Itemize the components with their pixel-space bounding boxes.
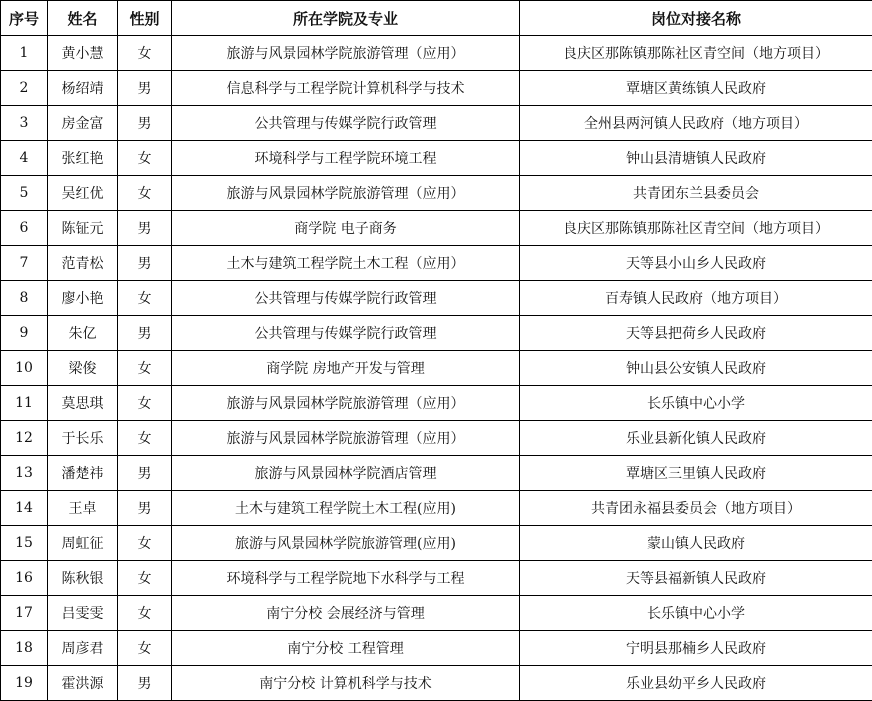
cell-index: 4	[1, 141, 48, 176]
table-row	[1, 246, 872, 281]
cell-gender: 女	[118, 176, 172, 211]
table-row	[1, 106, 872, 141]
cell-gender: 女	[118, 631, 172, 666]
cell-gender: 女	[118, 351, 172, 386]
header-position: 岗位对接名称	[520, 1, 872, 36]
cell-name: 吕雯雯	[48, 596, 118, 631]
cell-college-major: 公共管理与传媒学院行政管理	[172, 316, 520, 351]
cell-index: 13	[1, 456, 48, 491]
table-row	[1, 176, 872, 211]
cell-college-major: 旅游与风景园林学院旅游管理（应用）	[172, 176, 520, 211]
header-row	[1, 1, 872, 36]
cell-gender: 女	[118, 281, 172, 316]
cell-index: 3	[1, 106, 48, 141]
cell-name: 潘楚祎	[48, 456, 118, 491]
cell-gender: 女	[118, 386, 172, 421]
header-gender: 性别	[118, 1, 172, 36]
cell-gender: 女	[118, 596, 172, 631]
cell-position: 良庆区那陈镇那陈社区青空间（地方项目）	[520, 211, 872, 246]
table-row	[1, 491, 872, 526]
cell-index: 8	[1, 281, 48, 316]
cell-gender: 女	[118, 36, 172, 71]
cell-index: 19	[1, 666, 48, 701]
cell-position: 天等县福新镇人民政府	[520, 561, 872, 596]
table-row	[1, 281, 872, 316]
cell-gender: 女	[118, 526, 172, 561]
cell-position: 全州县两河镇人民政府（地方项目）	[520, 106, 872, 141]
cell-position: 钟山县清塘镇人民政府	[520, 141, 872, 176]
cell-name: 黄小慧	[48, 36, 118, 71]
table-row	[1, 386, 872, 421]
cell-gender: 男	[118, 491, 172, 526]
table-row	[1, 141, 872, 176]
cell-name: 房金富	[48, 106, 118, 141]
cell-position: 覃塘区三里镇人民政府	[520, 456, 872, 491]
cell-college-major: 旅游与风景园林学院酒店管理	[172, 456, 520, 491]
cell-gender: 男	[118, 71, 172, 106]
table-row	[1, 211, 872, 246]
table-row	[1, 351, 872, 386]
cell-name: 莫思琪	[48, 386, 118, 421]
cell-index: 12	[1, 421, 48, 456]
table-row	[1, 596, 872, 631]
cell-college-major: 旅游与风景园林学院旅游管理（应用）	[172, 421, 520, 456]
cell-gender: 男	[118, 106, 172, 141]
header-name: 姓名	[48, 1, 118, 36]
cell-index: 5	[1, 176, 48, 211]
cell-position: 长乐镇中心小学	[520, 386, 872, 421]
cell-college-major: 环境科学与工程学院地下水科学与工程	[172, 561, 520, 596]
cell-college-major: 旅游与风景园林学院旅游管理（应用）	[172, 386, 520, 421]
cell-name: 梁俊	[48, 351, 118, 386]
cell-college-major: 公共管理与传媒学院行政管理	[172, 281, 520, 316]
cell-gender: 男	[118, 316, 172, 351]
cell-college-major: 商学院 电子商务	[172, 211, 520, 246]
table-row	[1, 526, 872, 561]
cell-college-major: 旅游与风景园林学院旅游管理（应用）	[172, 36, 520, 71]
cell-gender: 女	[118, 421, 172, 456]
cell-gender: 男	[118, 211, 172, 246]
table-body	[1, 36, 872, 701]
cell-index: 2	[1, 71, 48, 106]
cell-position: 天等县把荷乡人民政府	[520, 316, 872, 351]
cell-position: 钟山县公安镇人民政府	[520, 351, 872, 386]
cell-gender: 男	[118, 246, 172, 281]
cell-gender: 女	[118, 561, 172, 596]
cell-name: 陈秋银	[48, 561, 118, 596]
cell-index: 15	[1, 526, 48, 561]
table-row	[1, 456, 872, 491]
header-index: 序号	[1, 1, 48, 36]
cell-college-major: 信息科学与工程学院计算机科学与技术	[172, 71, 520, 106]
table-row	[1, 71, 872, 106]
table-row	[1, 36, 872, 71]
table-row	[1, 666, 872, 701]
cell-index: 11	[1, 386, 48, 421]
cell-index: 7	[1, 246, 48, 281]
cell-gender: 女	[118, 141, 172, 176]
cell-position: 百寿镇人民政府（地方项目）	[520, 281, 872, 316]
cell-name: 王卓	[48, 491, 118, 526]
cell-index: 9	[1, 316, 48, 351]
table-row	[1, 631, 872, 666]
cell-college-major: 环境科学与工程学院环境工程	[172, 141, 520, 176]
cell-position: 天等县小山乡人民政府	[520, 246, 872, 281]
cell-name: 周虹征	[48, 526, 118, 561]
cell-index: 17	[1, 596, 48, 631]
cell-college-major: 南宁分校 计算机科学与技术	[172, 666, 520, 701]
cell-position: 乐业县幼平乡人民政府	[520, 666, 872, 701]
cell-name: 廖小艳	[48, 281, 118, 316]
cell-college-major: 土木与建筑工程学院土木工程(应用)	[172, 491, 520, 526]
cell-position: 覃塘区黄练镇人民政府	[520, 71, 872, 106]
cell-position: 共青团东兰县委员会	[520, 176, 872, 211]
cell-index: 14	[1, 491, 48, 526]
cell-college-major: 南宁分校 会展经济与管理	[172, 596, 520, 631]
cell-position: 共青团永福县委员会（地方项目）	[520, 491, 872, 526]
cell-college-major: 南宁分校 工程管理	[172, 631, 520, 666]
cell-index: 1	[1, 36, 48, 71]
cell-college-major: 土木与建筑工程学院土木工程（应用）	[172, 246, 520, 281]
cell-index: 10	[1, 351, 48, 386]
cell-name: 范青松	[48, 246, 118, 281]
cell-college-major: 公共管理与传媒学院行政管理	[172, 106, 520, 141]
cell-index: 16	[1, 561, 48, 596]
cell-gender: 男	[118, 666, 172, 701]
table-row	[1, 316, 872, 351]
cell-name: 朱亿	[48, 316, 118, 351]
cell-position: 蒙山镇人民政府	[520, 526, 872, 561]
cell-college-major: 旅游与风景园林学院旅游管理(应用)	[172, 526, 520, 561]
cell-position: 良庆区那陈镇那陈社区青空间（地方项目）	[520, 36, 872, 71]
cell-name: 杨绍靖	[48, 71, 118, 106]
cell-name: 周彦君	[48, 631, 118, 666]
cell-college-major: 商学院 房地产开发与管理	[172, 351, 520, 386]
cell-position: 宁明县那楠乡人民政府	[520, 631, 872, 666]
cell-name: 张红艳	[48, 141, 118, 176]
cell-index: 18	[1, 631, 48, 666]
table-row	[1, 421, 872, 456]
cell-index: 6	[1, 211, 48, 246]
cell-gender: 男	[118, 456, 172, 491]
cell-position: 长乐镇中心小学	[520, 596, 872, 631]
header-college-major: 所在学院及专业	[172, 1, 520, 36]
cell-name: 陈钲元	[48, 211, 118, 246]
cell-name: 于长乐	[48, 421, 118, 456]
cell-name: 霍洪源	[48, 666, 118, 701]
table-row	[1, 561, 872, 596]
cell-name: 吴红优	[48, 176, 118, 211]
cell-position: 乐业县新化镇人民政府	[520, 421, 872, 456]
